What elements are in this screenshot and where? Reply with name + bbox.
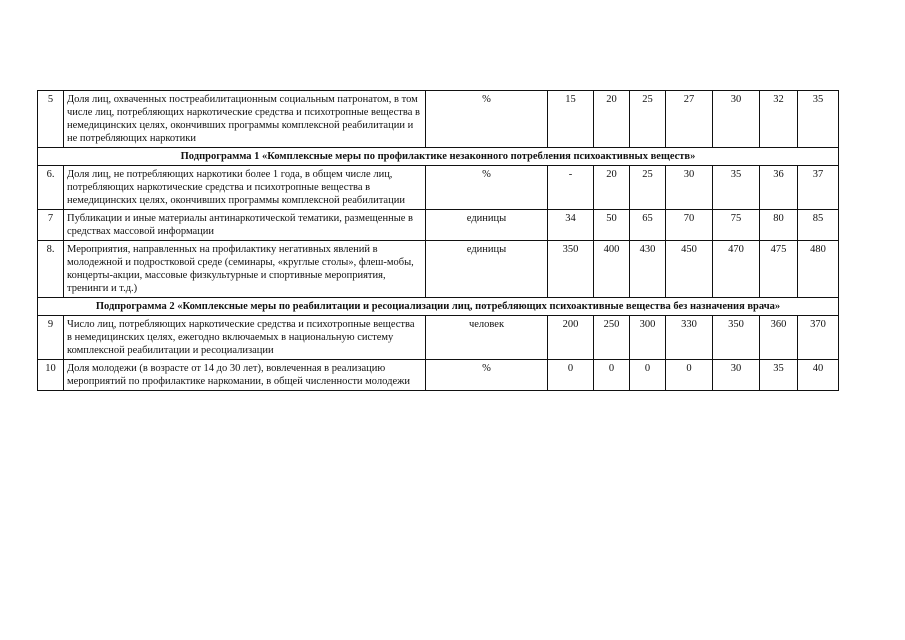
value-cell: 70 bbox=[666, 210, 713, 241]
section-title: Подпрограмма 1 «Комплексные меры по профилактике незаконного потребления психоактивных веществ» bbox=[38, 148, 839, 166]
value-cell: 50 bbox=[594, 210, 630, 241]
unit-of-measure: % bbox=[426, 166, 548, 210]
indicator-name: Доля лиц, не потребляющих наркотики более 1 года, в общем числе лиц, потребляющих наркотические средства и психотропные вещества в немедицинских целях, окончивших программы комплексной реабилитации bbox=[64, 166, 426, 210]
value-cell: 475 bbox=[760, 241, 798, 298]
table-row bbox=[38, 166, 839, 210]
value-cell: 35 bbox=[798, 91, 839, 148]
indicator-name: Мероприятия, направленных на профилактику негативных явлений в молодежной и подростковой среде (семинары, «круглые столы», флеш-мобы, концерты-акции, массовые физкультурные и спортивные мероприятия, тренинги и т.д.) bbox=[64, 241, 426, 298]
value-cell: 470 bbox=[713, 241, 760, 298]
value-cell: 20 bbox=[594, 91, 630, 148]
value-cell: 30 bbox=[713, 91, 760, 148]
table-row bbox=[38, 241, 839, 298]
table-body bbox=[38, 91, 839, 391]
value-cell: 85 bbox=[798, 210, 839, 241]
indicator-name: Публикации и иные материалы антинаркотической тематики, размещенные в средствах массовой информации bbox=[64, 210, 426, 241]
table-row bbox=[38, 210, 839, 241]
value-cell: 0 bbox=[666, 360, 713, 391]
value-cell: 350 bbox=[713, 316, 760, 360]
value-cell: 37 bbox=[798, 166, 839, 210]
indicator-name: Доля молодежи (в возрасте от 14 до 30 лет), вовлеченная в реализацию мероприятий по профилактике наркомании, в общей численности молодежи bbox=[64, 360, 426, 391]
unit-of-measure: единицы bbox=[426, 241, 548, 298]
value-cell: 40 bbox=[798, 360, 839, 391]
value-cell: 20 bbox=[594, 166, 630, 210]
value-cell: 370 bbox=[798, 316, 839, 360]
value-cell: 200 bbox=[548, 316, 594, 360]
value-cell: 0 bbox=[630, 360, 666, 391]
value-cell: 330 bbox=[666, 316, 713, 360]
row-number: 9 bbox=[38, 316, 64, 360]
value-cell: 34 bbox=[548, 210, 594, 241]
row-number: 10 bbox=[38, 360, 64, 391]
value-cell: 35 bbox=[713, 166, 760, 210]
value-cell: 400 bbox=[594, 241, 630, 298]
value-cell: 36 bbox=[760, 166, 798, 210]
value-cell: 30 bbox=[666, 166, 713, 210]
unit-of-measure: % bbox=[426, 91, 548, 148]
value-cell: 35 bbox=[760, 360, 798, 391]
row-number: 5 bbox=[38, 91, 64, 148]
row-number: 7 bbox=[38, 210, 64, 241]
value-cell: 360 bbox=[760, 316, 798, 360]
indicator-name: Число лиц, потребляющих наркотические средства и психотропные вещества в немедицинских целях, ежегодно включаемых в национальную систему комплексной реабилитации и ресоциализации bbox=[64, 316, 426, 360]
value-cell: 0 bbox=[548, 360, 594, 391]
unit-of-measure: % bbox=[426, 360, 548, 391]
row-number: 8. bbox=[38, 241, 64, 298]
section-header-row bbox=[38, 148, 839, 166]
value-cell: 480 bbox=[798, 241, 839, 298]
value-cell: - bbox=[548, 166, 594, 210]
value-cell: 300 bbox=[630, 316, 666, 360]
value-cell: 15 bbox=[548, 91, 594, 148]
table-row bbox=[38, 91, 839, 148]
section-header-row bbox=[38, 298, 839, 316]
value-cell: 430 bbox=[630, 241, 666, 298]
table-row bbox=[38, 316, 839, 360]
value-cell: 25 bbox=[630, 166, 666, 210]
indicators-table bbox=[37, 90, 839, 391]
value-cell: 32 bbox=[760, 91, 798, 148]
row-number: 6. bbox=[38, 166, 64, 210]
value-cell: 25 bbox=[630, 91, 666, 148]
value-cell: 65 bbox=[630, 210, 666, 241]
value-cell: 250 bbox=[594, 316, 630, 360]
value-cell: 450 bbox=[666, 241, 713, 298]
value-cell: 0 bbox=[594, 360, 630, 391]
value-cell: 80 bbox=[760, 210, 798, 241]
value-cell: 350 bbox=[548, 241, 594, 298]
table-row bbox=[38, 360, 839, 391]
value-cell: 75 bbox=[713, 210, 760, 241]
unit-of-measure: человек bbox=[426, 316, 548, 360]
section-title: Подпрограмма 2 «Комплексные меры по реабилитации и ресоциализации лиц, потребляющих психоактивные вещества без назначения врача» bbox=[38, 298, 839, 316]
value-cell: 27 bbox=[666, 91, 713, 148]
indicator-name: Доля лиц, охваченных постреабилитационным социальным патронатом, в том числе лиц, потребляющих наркотические средства и психотропные вещества в немедицинских целях, окончивших программы комплексной реабилитации и не потребляющих наркотики bbox=[64, 91, 426, 148]
unit-of-measure: единицы bbox=[426, 210, 548, 241]
value-cell: 30 bbox=[713, 360, 760, 391]
